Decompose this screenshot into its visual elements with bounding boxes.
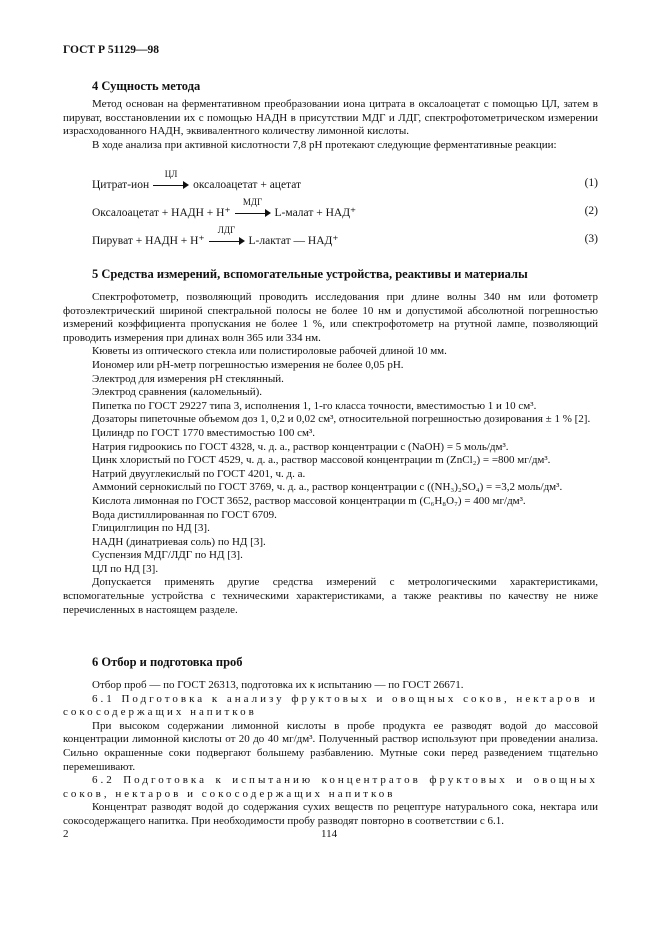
section-6-paragraph-3: Концентрат разводят водой до содержания сухих веществ по рецептуре натурального сока, нектара или сокосодержащего напитка. При необходимости пробу разводят повторно в соответствии с 6.1. — [63, 801, 598, 827]
list-item: Допускается применять другие средства измерений с метрологическими характеристиками, вспомогательные устройства с техническими характеристиками, а также реактивы по качеству не ниже перечисленных в настоящем разделе. — [63, 576, 598, 616]
equation-2-enzyme: МДГ — [242, 197, 263, 208]
section-6 — [63, 656, 598, 670]
equation-2-number: (2) — [584, 205, 598, 217]
subsection-6-2-title: 6.2 Подготовка к испытанию концентратов фруктовых и овощных соков, нектаров и сокосодержащих напитков — [63, 774, 598, 800]
equation-1-number: (1) — [584, 177, 598, 189]
section-4-paragraph-2: В ходе анализа при активной кислотности 7,8 pH протекают следующие ферментативные реакции: — [92, 138, 557, 151]
list-item: Кюветы из оптического стекла или полистироловые рабочей длиной 10 мм. — [92, 345, 447, 358]
list-item: Иономер или pH-метр погрешностью измерения не более 0,05 pH. — [92, 358, 404, 371]
list-item: Дозаторы пипеточные объемом доз 1, 0,2 и 0,02 см³, относительной погрешностью дозирования ± 1 % [2]. — [92, 413, 591, 426]
section-4 — [63, 80, 598, 94]
equation-1-right: оксалоацетат + ацетат — [193, 179, 302, 191]
equation-3-enzyme: ЛДГ — [217, 225, 236, 236]
list-item: Цинк хлористый по ГОСТ 4529, ч. д. а., раствор массовой концентрации m (ZnCl₂) = =800 мг/дм³. — [92, 454, 551, 467]
section-4-paragraph-1: Метод основан на ферментативном преобразовании иона цитрата в оксалоацетат с помощью ЦЛ, затем в пируват, восстановлении их с помощью НАДН в присутствии МДГ и ЛДГ, спектрофотометрическом измерении израсходованного НАДН, эквивалентного количеству лимонной кислоты. — [63, 98, 598, 138]
section-5 — [63, 268, 598, 282]
equation-1-enzyme: ЦЛ — [164, 169, 178, 180]
equation-1 — [92, 169, 598, 195]
list-item: Электрод для измерения pH стеклянный. — [92, 372, 284, 385]
subsection-6-1-title: 6.1 Подготовка к анализу фруктовых и овощных соков, нектаров и сокосодержащих напитков — [63, 692, 598, 719]
equation-1-left: Цитрат-ион — [92, 179, 150, 191]
list-item: Пипетка по ГОСТ 29227 типа 3, исполнения 1, 1-го класса точности, вместимостью 1 и 10 см³. — [92, 399, 537, 412]
list-item: Натрия гидроокись по ГОСТ 4328, ч. д. а., раствор концентрации c (NaOH) = 5 моль/дм³. — [92, 440, 509, 453]
list-item: Натрий двууглекислый по ГОСТ 4201, ч. д. а. — [92, 467, 306, 480]
reaction-arrow-icon — [153, 169, 189, 190]
page-number-left: 2 — [63, 828, 69, 840]
equation-2 — [92, 197, 598, 223]
equation-2-left: Оксалоацетат + НАДН + H⁺ — [92, 207, 231, 219]
equation-3-left: Пируват + НАДН + H⁺ — [92, 235, 205, 247]
list-item: Глицилглицин по НД [3]. — [92, 522, 210, 535]
section-5-body — [63, 291, 598, 617]
equation-3-number: (3) — [584, 233, 598, 245]
list-item: НАДН (динатриевая соль) по НД [3]. — [92, 535, 266, 548]
document-header: ГОСТ Р 51129—98 — [63, 44, 159, 56]
section-6-paragraph-2: При высоком содержании лимонной кислоты в пробе продукта ее разводят водой до массовой концентрации лимонной кислоты от 20 до 40 мг/дм³. Полученный раствор используют при проведении анализа. Сильно окрашенные соки подвергают большему разбавлению. Мутные соки перед разведением тщательно перемешивают. — [63, 719, 598, 773]
list-item: Цилиндр по ГОСТ 1770 вместимостью 100 см³. — [92, 426, 316, 439]
section-6-paragraph-1: Отбор проб — по ГОСТ 26313, подготовка их к испытанию — по ГОСТ 26671. — [92, 679, 464, 691]
section-6-title: 6 Отбор и подготовка проб — [92, 655, 243, 669]
section-4-title: 4 Сущность метода — [92, 79, 201, 93]
section-4-body — [63, 98, 598, 152]
list-item: Аммоний сернокислый по ГОСТ 3769, ч. д. а., раствор концентрации c ((NH₃)₂SO₄) = =3,2 моль/дм³. — [92, 481, 563, 494]
equation-3-right: L-лактат — НАД⁺ — [248, 235, 339, 247]
section-5-paragraph-1: Спектрофотометр, позволяющий проводить исследования при длине волны 340 нм или фотометр фотоэлектрический шириной спектральной полосы не более 10 нм и допустимой абсолютной погрешностью измерений коэффициента пропускания не более 1 %, или спектрофотометр на ртутной лампе, позволяющий проводить измерения при длинах волн 365 или 334 нм. — [63, 291, 598, 344]
list-item: Суспензия МДГ/ЛДГ по НД [3]. — [92, 549, 243, 562]
section-5-title: 5 Средства измерений, вспомогательные устройства, реактивы и материалы — [92, 267, 528, 281]
list-item: Вода дистиллированная по ГОСТ 6709. — [92, 508, 277, 521]
equation-3 — [92, 225, 598, 251]
list-item: ЦЛ по НД [3]. — [92, 562, 159, 575]
reaction-arrow-icon — [209, 225, 245, 246]
list-item: Кислота лимонная по ГОСТ 3652, раствор массовой концентрации m (C₆H₈O₇) = 400 мг/дм³. — [92, 494, 526, 507]
equation-2-right: L-малат + НАД⁺ — [274, 207, 357, 219]
section-6-body — [63, 679, 598, 829]
list-item: Электрод сравнения (каломельный). — [92, 386, 262, 399]
page-number-center: 114 — [321, 828, 338, 840]
reaction-arrow-icon — [235, 197, 271, 218]
